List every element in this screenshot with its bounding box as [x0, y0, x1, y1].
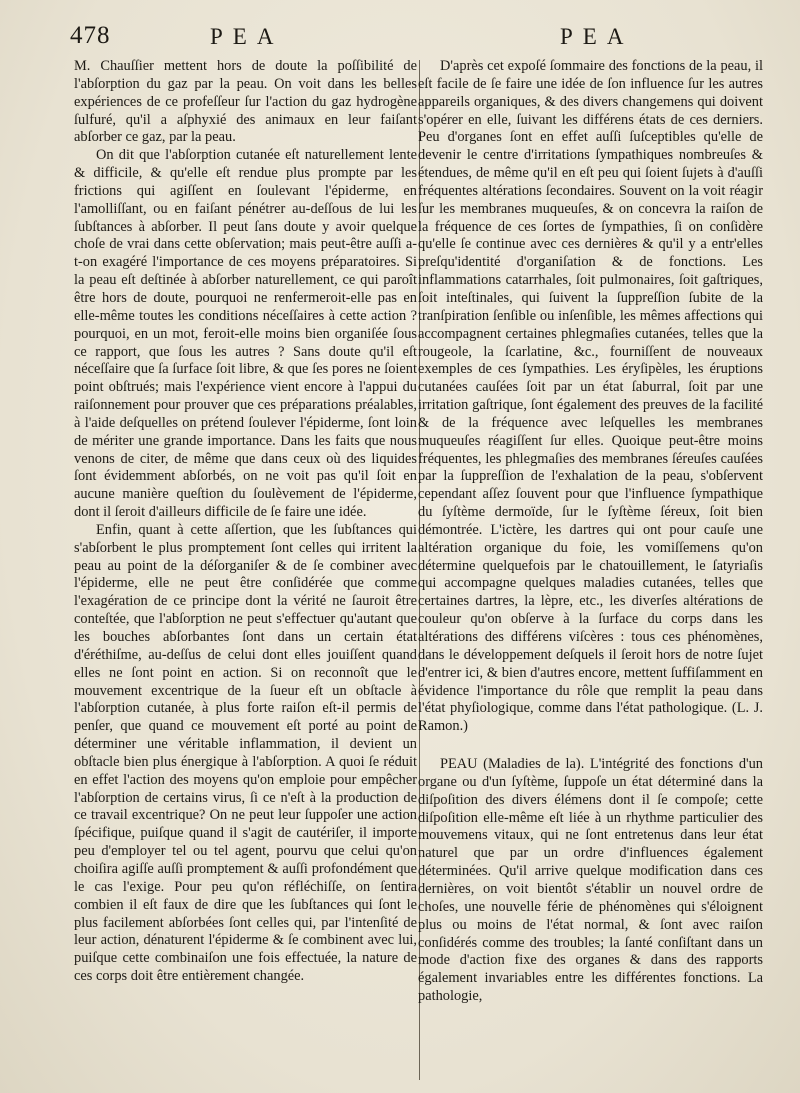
paragraph	[418, 58, 763, 736]
author-signature: (L. J. Ramon.)	[418, 700, 763, 735]
running-head-right: PEA	[560, 24, 634, 49]
spacer	[418, 736, 763, 756]
paragraph: Enfin, quant à cette aſſertion, que les ſubſtances qui s'abſorbent le plus promptement ſont celles qui irritent la peau au point de la déſorganiſer & de ſe combiner avec l'épiderme, elle ne peut être conſidérée que comme l'exagération de ce principe dont la vérité ne ſauroit être conteſtée, que l'abſorption ne peut s'effectuer qu'autant que les bouches abſorbantes ſont dans un certain état d'éréthiſme, au-deſſus de celui dont elles jouiſſent quand elles ne ſont point en action. Si on reconnoît que le mouvement excentrique de la ſueur eſt un obſtacle à l'abſorption cutanée, à plus forte raiſon eſt-il permis de penſer, que quand ce mouvement eſt porté au point de déterminer une véritable inflammation, il devient un obſtacle bien plus énergique à l'abſorption. A quoi ſe réduit en effet l'action des moyens qu'on emploie pour empêcher l'abſorption de certains virus, ſi ce n'eſt à la production de ce travail excentrique? On ne peut leur ſuppoſer une action ſpécifique, puiſque quand il s'agit de cautériſer, il importe peu d'employer tel ou tel agent, pourvu que celui qu'on choiſira agiſſe auſſi promptement & auſſi profondément que le cas l'exige. Pour peu qu'on réfléchiſſe, on ſentira combien il eſt faux de dire que les ſubſtances qui ſont le plus facilement abſorbées ſont celles qui, par l'intenſité de leur action, dénaturent l'épiderme & ſe combinent avec lui, puiſque cette combinaiſon une fois effectuée, la nature de ces corps doit être entièrement changée.	[74, 521, 417, 985]
right-column	[418, 58, 763, 1088]
paragraph: M. Chauſſier mettent hors de doute la poſſibilité de l'abſorption du gaz par la peau. On voit dans les belles expériences de ce profeſſeur ſur l'action du gaz hydrogène ſulfuré, qu'il a aſphyxié des animaux en leur faiſant abſorber ce gaz, par la peau.	[74, 58, 417, 146]
left-column	[74, 58, 417, 1088]
page-number: 478	[70, 22, 111, 49]
running-head-left: PEA	[210, 24, 284, 49]
article-paragraph: PEAU (Maladies de la). L'intégrité des fonctions d'un organe ou d'un ſyſtème, ſuppoſe un état déterminé dans la diſpoſition des divers élémens dont il ſe compoſe; cette diſpoſition elle-même eſt liée à un rhythme particulier des mouvemens vitaux, qui ne ſont entretenus dans leur état naturel que par un ordre d'influences également déterminées. Qu'il arrive quelque modification dans ces dernières, on voit bientôt s'établir un nouvel ordre de choſes, une nouvelle férie de phénomènes qui s'éloignent plus ou moins de l'état normal, & ſont avec raiſon conſidérés comme des troubles; la ſanté conſiſtant dans un mode d'action fixe des organes & dans des rapports également invariables entre les différentes fonctions. La pathologie,	[418, 756, 763, 1005]
page-header	[70, 22, 760, 52]
paragraph-text: D'après cet expoſé ſommaire des fonctions de la peau, il eſt facile de ſe faire une idée de ſon influence ſur les autres appareils organiques, & des divers changemens qui doivent s'opérer en elle, ſuivant les différens états de ces derniers. Peu d'organes ſont en effet auſſi ſuſceptibles qu'elle de devenir le centre d'irritations ſympathiques nombreuſes & étendues, de même qu'il en eſt peu qui ſoient ſujets à d'auſſi fréquentes altérations ſecondaires. Souvent on la voit réagir ſur les membranes muqueuſes, & on concevra la raiſon de la fréquence de ces ſortes de ſympathies, ſi on conſidère qu'elle ſe continue avec ces dernières & qu'il y a entr'elles preſqu'identité d'organiſation & de fonctions. Les inflammations catarrhales, ſoit pulmonaires, ſoit gaſtriques, ſoit inteſtinales, qui ſuivent la ſuppreſſion ſubite de la tranſpiration ſenſible ou inſenſible, les mêmes affections qui accompagnent certaines phlegmaſies cutanées, telles que la rougeole, la ſcarlatine, &c., fourniſſent de nouveaux exemples de ces ſympathies. Les éryſipèles, les éruptions cutanées cauſées ſoit par un état ſaburral, ſoit par une irritation gaſtrique, ſont également des preuves de la facilité & de la fréquence avec leſquelles les membranes muqueuſes réagiſſent ſur elles. Quoique peut-être moins fréquentes, les phlegmaſies des membranes ſéreuſes cauſées par la ſuppreſſion de l'exhalation de la peau, s'obſervent cependant aſſez ſouvent pour que l'influence ſympathique du ſyſtème dermoïde, ſur le ſyſtème ſéreux, ſoit bien démontrée. L'ictère, les dartres qui ont pour cauſe une altération organique du foie, les vomiſſemens qu'on détermine quelquefois par le chatouillement, le ſatyriaſis qui accompagne quelques maladies cutanées, telles que certaines dartres, la lèpre, etc., les diverſes altérations de couleur qu'on obſerve à la ſurface du corps dans les altérations des différens viſcères : tous ces phénomènes, dans le développement deſquels il ſeroit hors de notre ſujet d'entrer ici, & bien d'autres encore, mettent ſuffiſamment en évidence l'importance du rôle que remplit la peau dans l'état phyſiologique, comme dans l'état pathologique.	[418, 58, 763, 717]
paragraph: On dit que l'abſorption cutanée eſt naturellement lente & difficile, & qu'elle eſt rendue plus prompte par les frictions qui agiſſent en ſoulevant l'épiderme, en l'amolliſſant, ou en faiſant pénétrer au-deſſous de lui les ſubſtances à abſorber. Il peut ſans doute y avoir quelque choſe de vrai dans cette obſervation; mais peut-être auſſi a-t-on exagéré l'importance de ces moyens préparatoires. Si la peau eſt deſtinée à abſorber naturellement, ce qui paroît être hors de doute, pourquoi ne renfermeroit-elle pas en elle-même toutes les conditions néceſſaires à cette action ? pourquoi, en un mot, feroit-elle moins bien organiſée ſous ce rapport, que ſous les autres ? Sans doute qu'il eſt néceſſaire que ſa ſurface ſoit libre, & que ſes pores ne ſoient point obſtrués; mais l'expérience vient encore à l'appui du raiſonnement pour prouver que ces préparations préalables, à l'aide deſquelles on prétend ſoulever l'épiderme, ſont loin de mériter une grande importance. Dans les faits que nous venons de citer, de même que dans ceux où des liquides ſont évidemment abſorbés, on ne voit pas qu'il ſoit en aucune manière queſtion du ſoulèvement de l'épiderme, dont il ſeroit d'ailleurs difficile de ſe faire une idée.	[74, 147, 417, 521]
